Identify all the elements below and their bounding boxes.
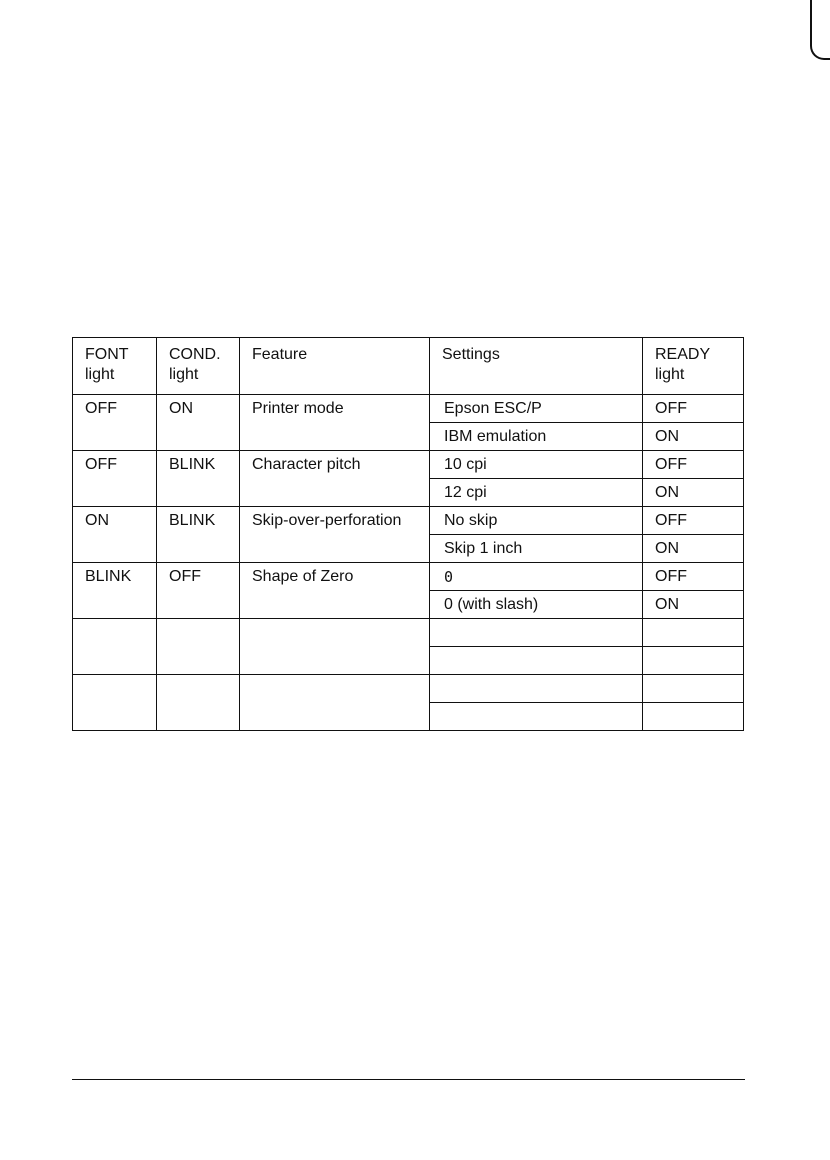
feature-cell: Character pitch (240, 451, 430, 507)
footer-rule (72, 1079, 745, 1080)
header-feature: Feature (240, 338, 430, 395)
setting-cell (430, 703, 643, 731)
setting-cell: 10 cpi (430, 451, 643, 479)
setting-cell: Skip 1 inch (430, 535, 643, 563)
feature-cell: Printer mode (240, 395, 430, 451)
ready-light-cell: ON (643, 535, 744, 563)
ready-light-cell: OFF (643, 451, 744, 479)
header-settings: Settings (430, 338, 643, 395)
setting-cell: 0 (with slash) (430, 591, 643, 619)
table-row (73, 619, 744, 647)
ready-light-cell: ON (643, 591, 744, 619)
setting-cell (430, 619, 643, 647)
table-row (73, 675, 744, 703)
table-row (73, 395, 744, 423)
feature-cell: Shape of Zero (240, 563, 430, 619)
cond-light-cell: OFF (157, 563, 240, 619)
font-light-cell: BLINK (73, 563, 157, 619)
font-light-cell: ON (73, 507, 157, 563)
cond-light-cell (157, 675, 240, 731)
font-light-cell: OFF (73, 451, 157, 507)
setting-cell (430, 647, 643, 675)
cond-light-cell: ON (157, 395, 240, 451)
ready-light-cell (643, 619, 744, 647)
setting-cell: No skip (430, 507, 643, 535)
ready-light-cell: OFF (643, 395, 744, 423)
table-body (73, 395, 744, 731)
font-light-cell: OFF (73, 395, 157, 451)
table-row (73, 563, 744, 591)
cond-light-cell (157, 619, 240, 675)
ready-light-cell (643, 675, 744, 703)
setting-cell: IBM emulation (430, 423, 643, 451)
ready-light-cell (643, 703, 744, 731)
header-cond-light: COND. light (157, 338, 240, 395)
setting-cell: 12 cpi (430, 479, 643, 507)
header-ready-light: READY light (643, 338, 744, 395)
page-corner-mark (810, 0, 830, 60)
feature-cell: Skip-over-perforation (240, 507, 430, 563)
cond-light-cell: BLINK (157, 451, 240, 507)
cond-light-cell: BLINK (157, 507, 240, 563)
ready-light-cell: OFF (643, 507, 744, 535)
header-font-light: FONT light (73, 338, 157, 395)
ready-light-cell: ON (643, 479, 744, 507)
default-settings-table (72, 337, 744, 731)
ready-light-cell: ON (643, 423, 744, 451)
table-header-row (73, 338, 744, 395)
table-row (73, 507, 744, 535)
font-light-cell (73, 619, 157, 675)
feature-cell (240, 619, 430, 675)
feature-cell (240, 675, 430, 731)
setting-cell: 0 (430, 563, 643, 591)
table-row (73, 451, 744, 479)
setting-cell: Epson ESC/P (430, 395, 643, 423)
setting-cell (430, 675, 643, 703)
ready-light-cell (643, 647, 744, 675)
ready-light-cell: OFF (643, 563, 744, 591)
font-light-cell (73, 675, 157, 731)
